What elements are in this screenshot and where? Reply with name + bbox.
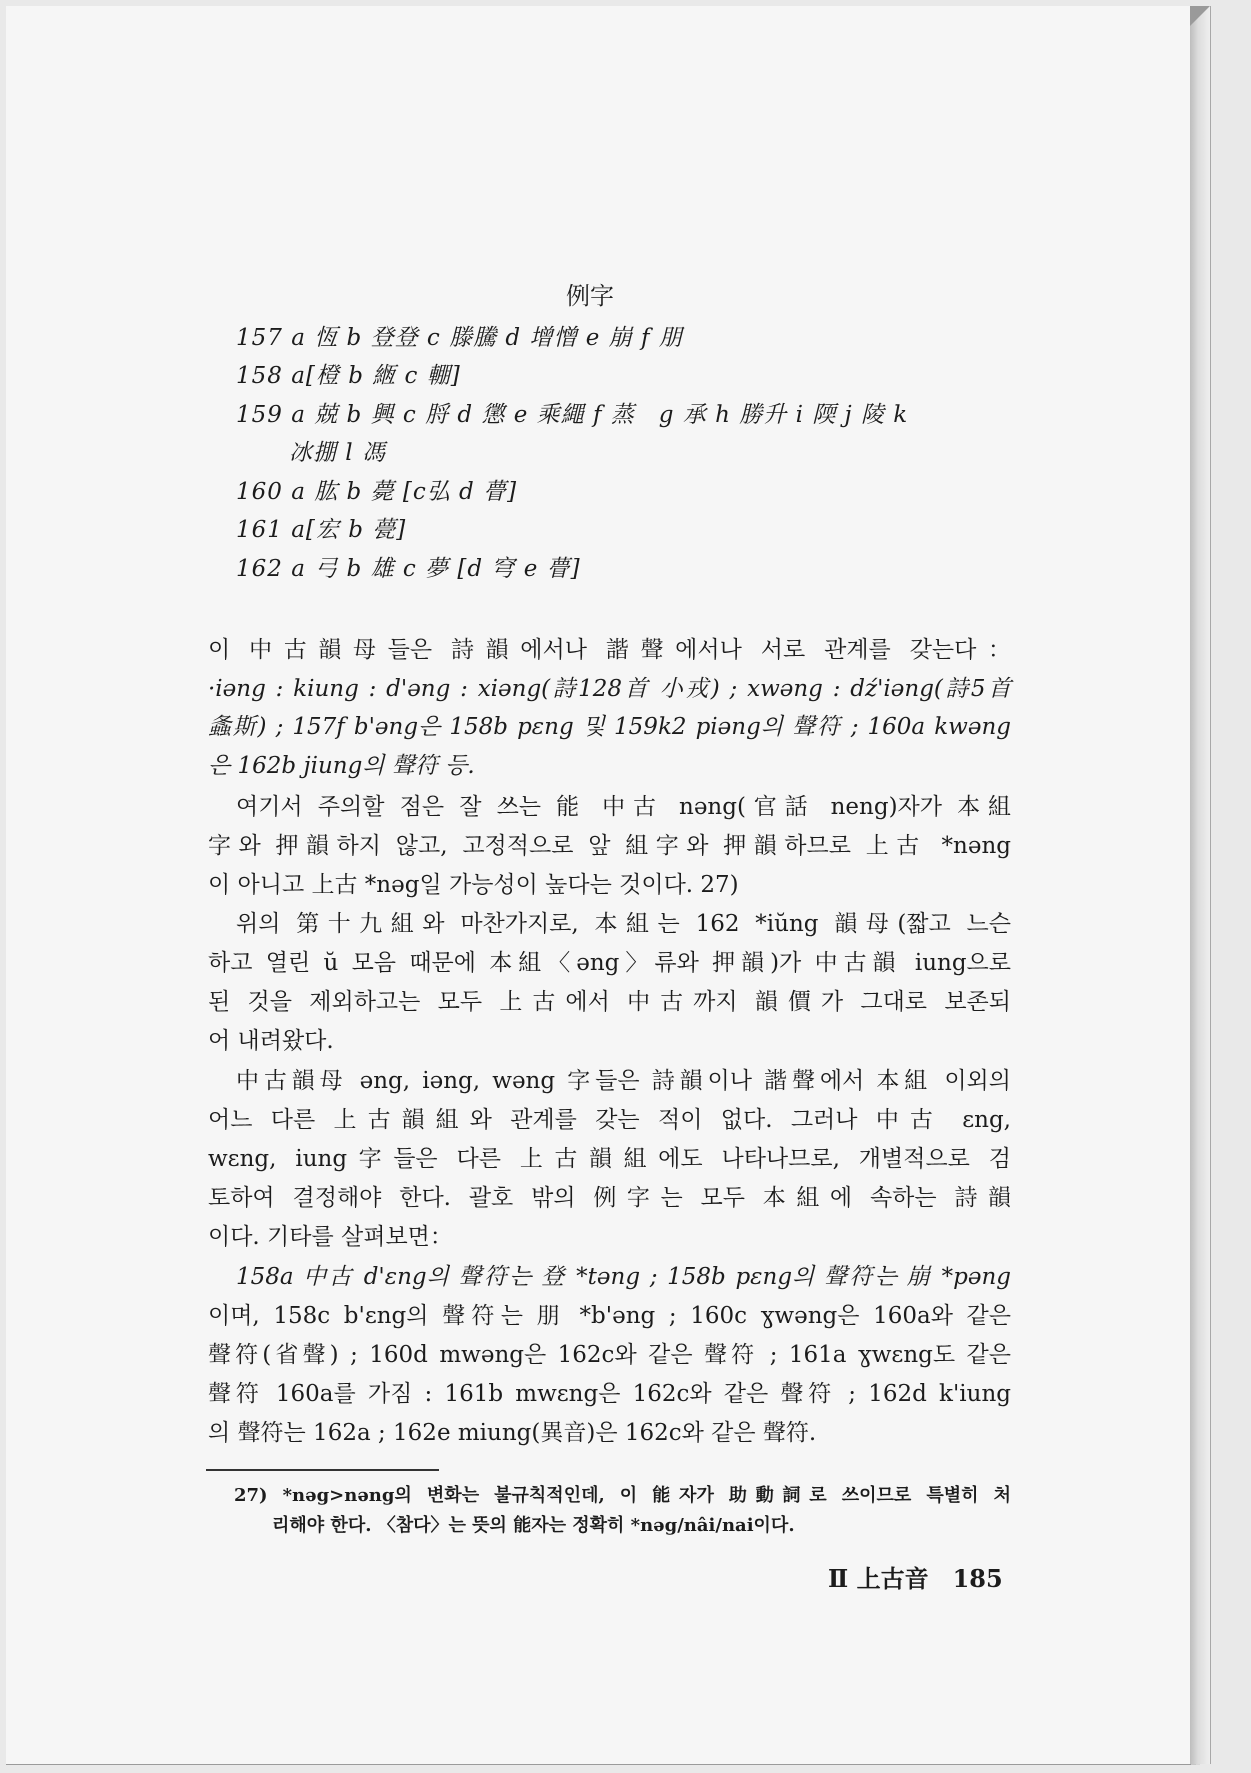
body-text-line: 여기서 주의할 점은 잘 쓰는 能 中古 nəng(官話 neng)자가 本組 — [236, 794, 1011, 820]
body-text-line: 이다. 기타를 살펴보면： — [208, 1224, 453, 1250]
body-text-line: 聲符(省聲) ; 160d mwəng은 162c와 같은 聲符 ; 161a ɣwɛng도 같은 — [208, 1342, 1011, 1368]
body-text-line: ·iəng : kiung : d'əng : xiəng(詩128首 小戎) ; xwəng : dź'iəng(詩5首 — [208, 676, 1011, 702]
body-text-line: 의 聲符는 162a ; 162e miung(異音)은 162c와 같은 聲符. — [208, 1420, 817, 1446]
body-text-line: 이 아니고 上古 *nəg일 가능성이 높다는 것이다. 27) — [208, 872, 739, 898]
body-text-line: 하고 열린 ŭ 모음 때문에 本組〈əng〉류와 押韻)가 中古韻 iung으로 — [208, 950, 1011, 976]
body-text-line: 은 162b jiung의 聲符 등. — [208, 753, 475, 779]
example-line: 159 a 兢 b 興 c 脟 d 懲 e 乘繩 f 蒸 g 承 h 勝升 i 陾 j 陵 k — [236, 402, 909, 428]
body-text-line: 字와 押韻하지 않고, 고정적으로 앞 組字와 押韻하므로 上古 *nəng — [208, 833, 1011, 859]
book-page — [6, 6, 1191, 1765]
body-text-line: 어 내려왔다. — [208, 1028, 334, 1054]
example-line: 160 a 肱 b 薨 [c弘 d 瞢] — [236, 479, 518, 505]
example-line: 162 a 弓 b 雄 c 夢 [d 穹 e 瞢] — [236, 556, 581, 582]
body-text-line: 토하여 결정해야 한다. 괄호 밖의 例字는 모두 本組에 속하는 詩韻 — [208, 1185, 1011, 1211]
body-text-line: 螽斯) ; 157f b'əng은 158b pɛng 및 159k2 piəng의 聲符 ; 160a kwəng — [208, 714, 1011, 740]
section-heading: 例字 — [566, 282, 614, 310]
example-line: 157 a 恆 b 登登 c 滕騰 d 增憎 e 崩 f 朋 — [236, 325, 683, 351]
body-text-line: wɛng, iung字들은 다른 上古韻組에도 나타나므로, 개별적으로 검 — [208, 1146, 1011, 1172]
body-text-line: 이 中古韻母들은 詩韻에서나 諧聲에서나 서로 관계를 갖는다： — [208, 637, 1011, 663]
footnote-line: 리해야 한다. 〈참다〉는 뜻의 能자는 정확히 *nəg/nâi/nai이다. — [272, 1515, 795, 1536]
page-corner-icon — [1190, 6, 1210, 26]
body-text-line: 158a 中古 d'ɛng의 聲符는 登 *təng ; 158b pɛng의 聲符는 崩 *pəng — [236, 1264, 1011, 1290]
body-text-line: 어느 다른 上古韻組와 관계를 갖는 적이 없다. 그러나 中古 ɛng, — [208, 1107, 1011, 1133]
body-text-line: 이며, 158c b'ɛng의 聲符는 朋 *b'əng ; 160c ɣwəng은 160a와 같은 — [208, 1303, 1011, 1329]
footnote-rule — [206, 1469, 439, 1471]
page-fold-edge — [1190, 6, 1211, 1764]
example-line: 冰掤 l 馮 — [289, 440, 386, 466]
example-line: 158 a[橙 b 緪 c 輣] — [236, 363, 461, 389]
body-text-line: 위의 第十九組와 마찬가지로, 本組는 162 *iŭng 韻母(짧고 느슨 — [236, 911, 1011, 937]
example-line: 161 a[宏 b 甍] — [236, 517, 407, 543]
footnote-line: 27) *nəg>nəng의 변화는 불규칙적인데, 이 能자가 助動詞로 쓰이므로 특별히 처 — [234, 1485, 1011, 1506]
body-text-line: 聲符 160a를 가짐 : 161b mwɛng은 162c와 같은 聲符 ; 162d k'iung — [208, 1381, 1011, 1407]
running-footer-page-number: Ⅱ 上古音 185 — [828, 1564, 1003, 1593]
body-text-line: 中古韻母 əng, iəng, wəng 字들은 詩韻이나 諧聲에서 本組 이외의 — [236, 1068, 1011, 1094]
body-text-line: 된 것을 제외하고는 모두 上古에서 中古까지 韻價가 그대로 보존되 — [208, 989, 1011, 1015]
